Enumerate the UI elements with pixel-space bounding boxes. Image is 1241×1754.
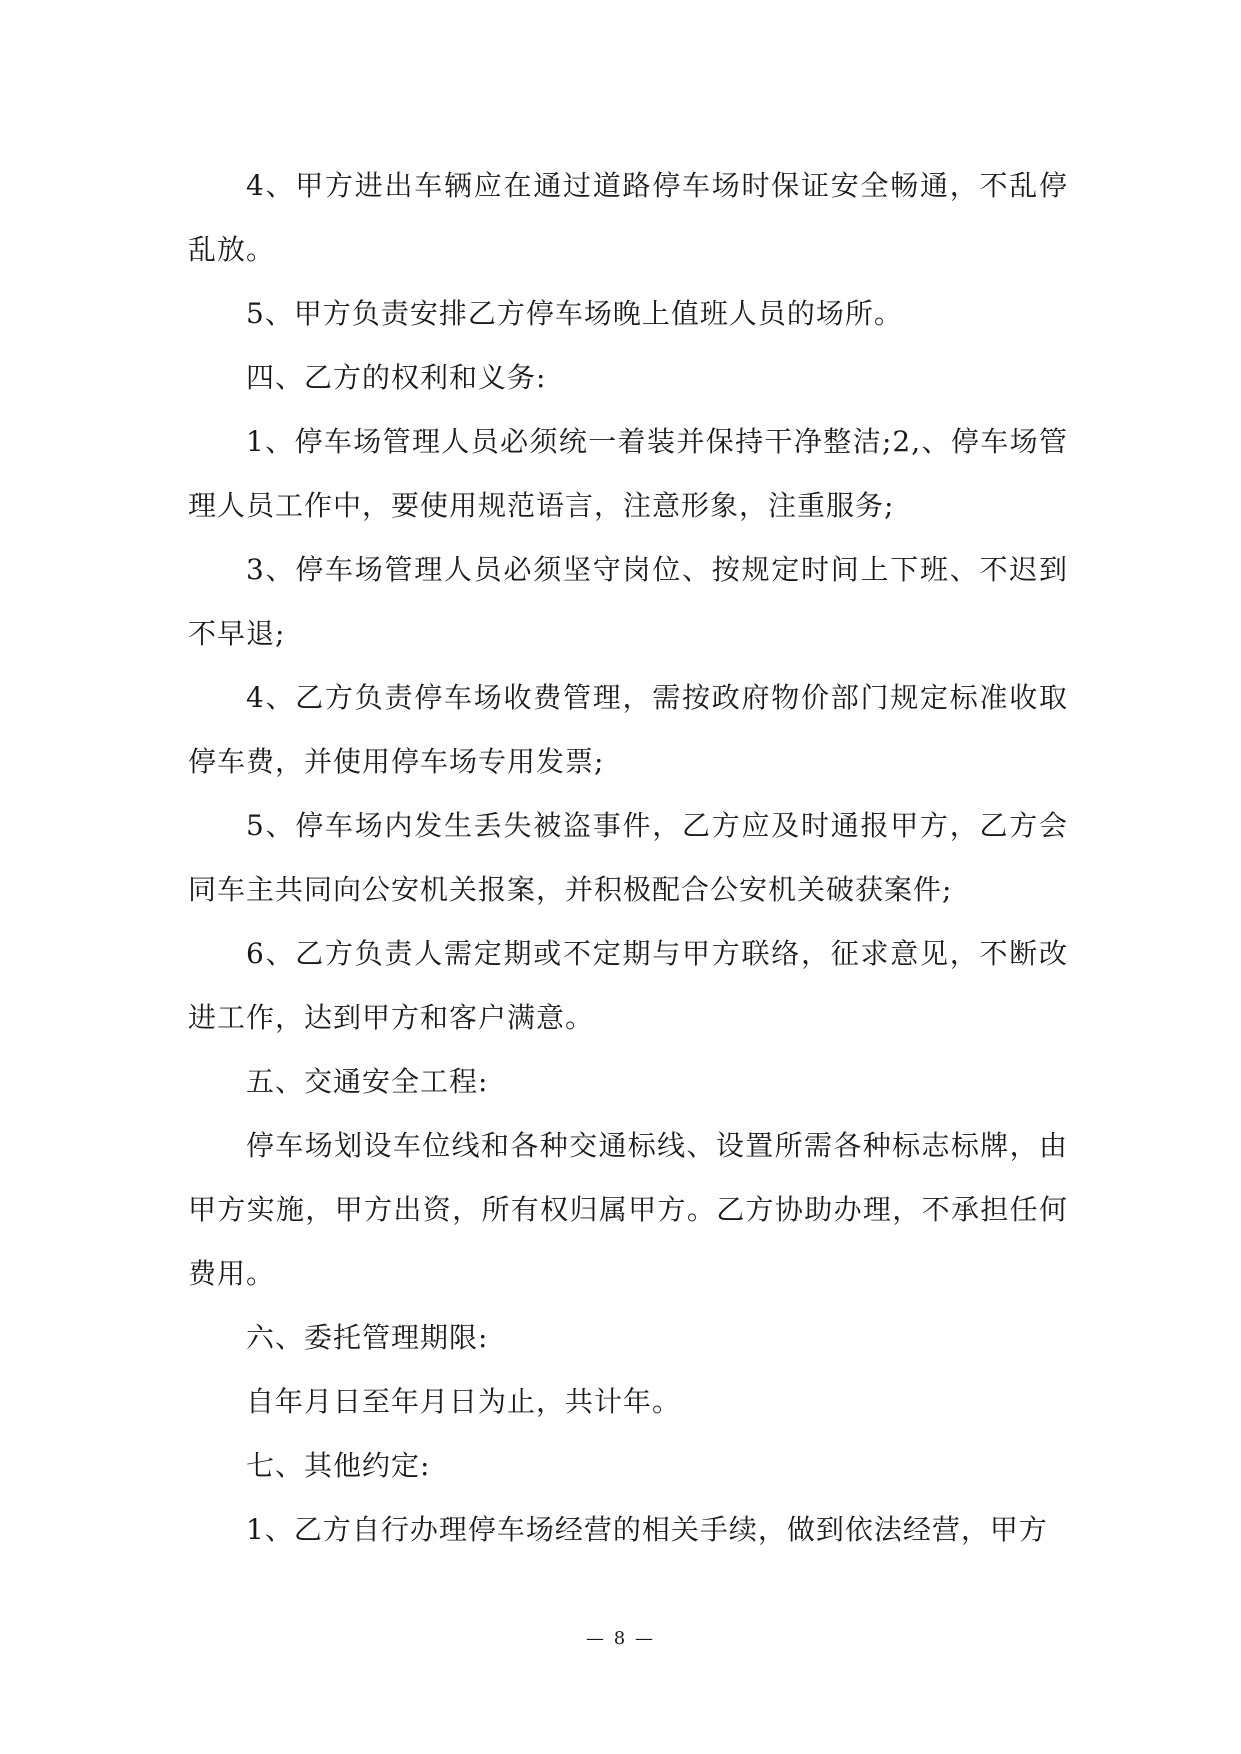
paragraph-term-dates: 自年月日至年月日为止，共计年。 — [246, 1385, 682, 1418]
paragraph-3-post-duty: 3、停车场管理人员必须坚守岗位、按规定时间上下班、不迟到不早退; — [188, 553, 1068, 650]
paragraph-5-theft-report: 5、停车场内发生丢失被盗事件，乙方应及时通报甲方，乙方会同车主共同向公安机关报案，并积极配合公安机关破获案件; — [188, 809, 1068, 906]
paragraph-4-fee-management: 4、乙方负责停车场收费管理，需按政府物价部门规定标准收取停车费，并使用停车场专用发票; — [188, 681, 1068, 778]
paragraph-1-uniform: 1、停车场管理人员必须统一着装并保持干净整洁;2,、停车场管理人员工作中，要使用规范语言，注意形象，注重服务; — [188, 425, 1068, 522]
page-number: — 8 — — [586, 1628, 655, 1649]
section-heading-other-terms: 七、其他约定: — [246, 1449, 431, 1482]
section-heading-party-b-rights: 四、乙方的权利和义务: — [246, 361, 547, 394]
section-heading-traffic-safety: 五、交通安全工程: — [246, 1065, 489, 1098]
document-body — [188, 154, 1068, 1562]
paragraph-6-liaison: 6、乙方负责人需定期或不定期与甲方联络，征求意见，不断改进工作，达到甲方和客户满意。 — [188, 937, 1068, 1034]
paragraph-1-licensing: 1、乙方自行办理停车场经营的相关手续，做到依法经营，甲方 — [246, 1513, 1048, 1546]
paragraph-4-vehicle-access: 4、甲方进出车辆应在通过道路停车场时保证安全畅通，不乱停乱放。 — [188, 169, 1068, 266]
section-heading-management-term: 六、委托管理期限: — [246, 1321, 489, 1354]
paragraph-5-night-duty: 5、甲方负责安排乙方停车场晚上值班人员的场所。 — [246, 297, 903, 330]
paragraph-traffic-markings: 停车场划设车位线和各种交通标线、设置所需各种标志标牌，由甲方实施，甲方出资，所有权归属甲方。乙方协助办理，不承担任何费用。 — [188, 1129, 1068, 1290]
